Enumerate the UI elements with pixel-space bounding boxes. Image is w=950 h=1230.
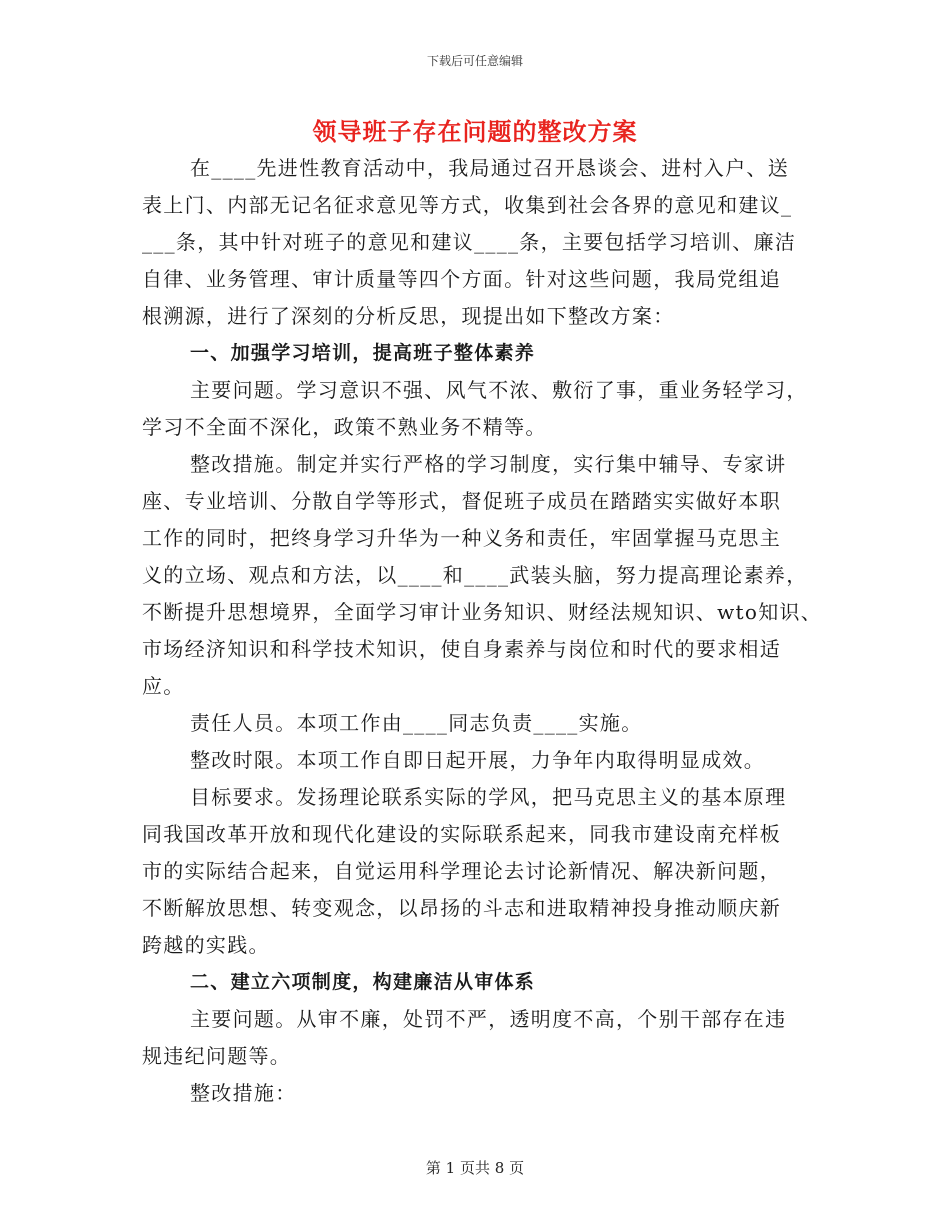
- paragraph-line: 责任人员。本项工作由____同志负责____实施。: [190, 711, 643, 735]
- paragraph-line: 学习不全面不深化，政策不熟业务不精等。: [142, 415, 547, 439]
- paragraph-line: ___条，其中针对班子的意见和建议____条，主要包括学习培训、廉洁: [142, 230, 797, 254]
- page-footer: 第 1 页共 8 页: [425, 1159, 525, 1177]
- paragraph-line: 规违纪问题等。: [142, 1044, 292, 1068]
- paragraph-line: 根溯源，进行了深刻的分析反思，现提出如下整改方案：: [142, 304, 675, 328]
- paragraph-line: 自律、业务管理、审计质量等四个方面。针对这些问题，我局党组追: [142, 267, 781, 291]
- paragraph-line: 主要问题。学习意识不强、风气不浓、敷衍了事，重业务轻学习，: [190, 378, 808, 402]
- document-title: 领导班子存在问题的整改方案: [312, 117, 638, 146]
- paragraph-line: 应。: [142, 674, 185, 698]
- paragraph-line: 目标要求。发扬理论联系实际的学风，把马克思主义的基本原理: [190, 785, 787, 809]
- paragraph-line: 跨越的实践。: [142, 933, 270, 957]
- paragraph-line: 整改时限。本项工作自即日起开展，力争年内取得明显成效。: [190, 748, 766, 772]
- paragraph-line: 座、专业培训、分散自学等形式，督促班子成员在踏踏实实做好本职: [142, 489, 781, 513]
- section-heading: 二、建立六项制度，构建廉洁从审体系: [190, 971, 536, 993]
- paragraph-line: 不断解放思想、转变观念，以昂扬的斗志和进取精神投身推动顺庆新: [142, 896, 781, 920]
- paragraph-line: 工作的同时，把终身学习升华为一种义务和责任，牢固掌握马克思主: [142, 526, 781, 550]
- section-heading: 一、加强学习培训，提高班子整体素养: [190, 342, 536, 364]
- paragraph-line: 市的实际结合起来，自觉运用科学理论去讨论新情况、解决新问题，: [142, 859, 781, 883]
- page-header: 下载后可任意编辑: [426, 54, 523, 68]
- document-body: [142, 150, 822, 1112]
- paragraph-line: 在____先进性教育活动中，我局通过召开恳谈会、进村入户、送: [190, 156, 789, 180]
- paragraph-line: 同我国改革开放和现代化建设的实际联系起来，同我市建设南充样板: [142, 822, 781, 846]
- paragraph-line: 表上门、内部无记名征求意见等方式，收集到社会各界的意见和建议_: [142, 193, 793, 217]
- paragraph-line: 不断提升思想境界，全面学习审计业务知识、财经法规知识、wto知识、: [142, 600, 823, 624]
- paragraph-line: 整改措施。制定并实行严格的学习制度，实行集中辅导、专家讲: [190, 452, 787, 476]
- paragraph-line: 市场经济知识和科学技术知识，使自身素养与岗位和时代的要求相适: [142, 637, 781, 661]
- paragraph-line: 义的立场、观点和方法，以____和____武装头脑，努力提高理论素养，: [142, 563, 808, 587]
- paragraph-line: 整改措施：: [190, 1081, 297, 1105]
- paragraph-line: 主要问题。从审不廉，处罚不严，透明度不高，个别干部存在违: [190, 1007, 787, 1031]
